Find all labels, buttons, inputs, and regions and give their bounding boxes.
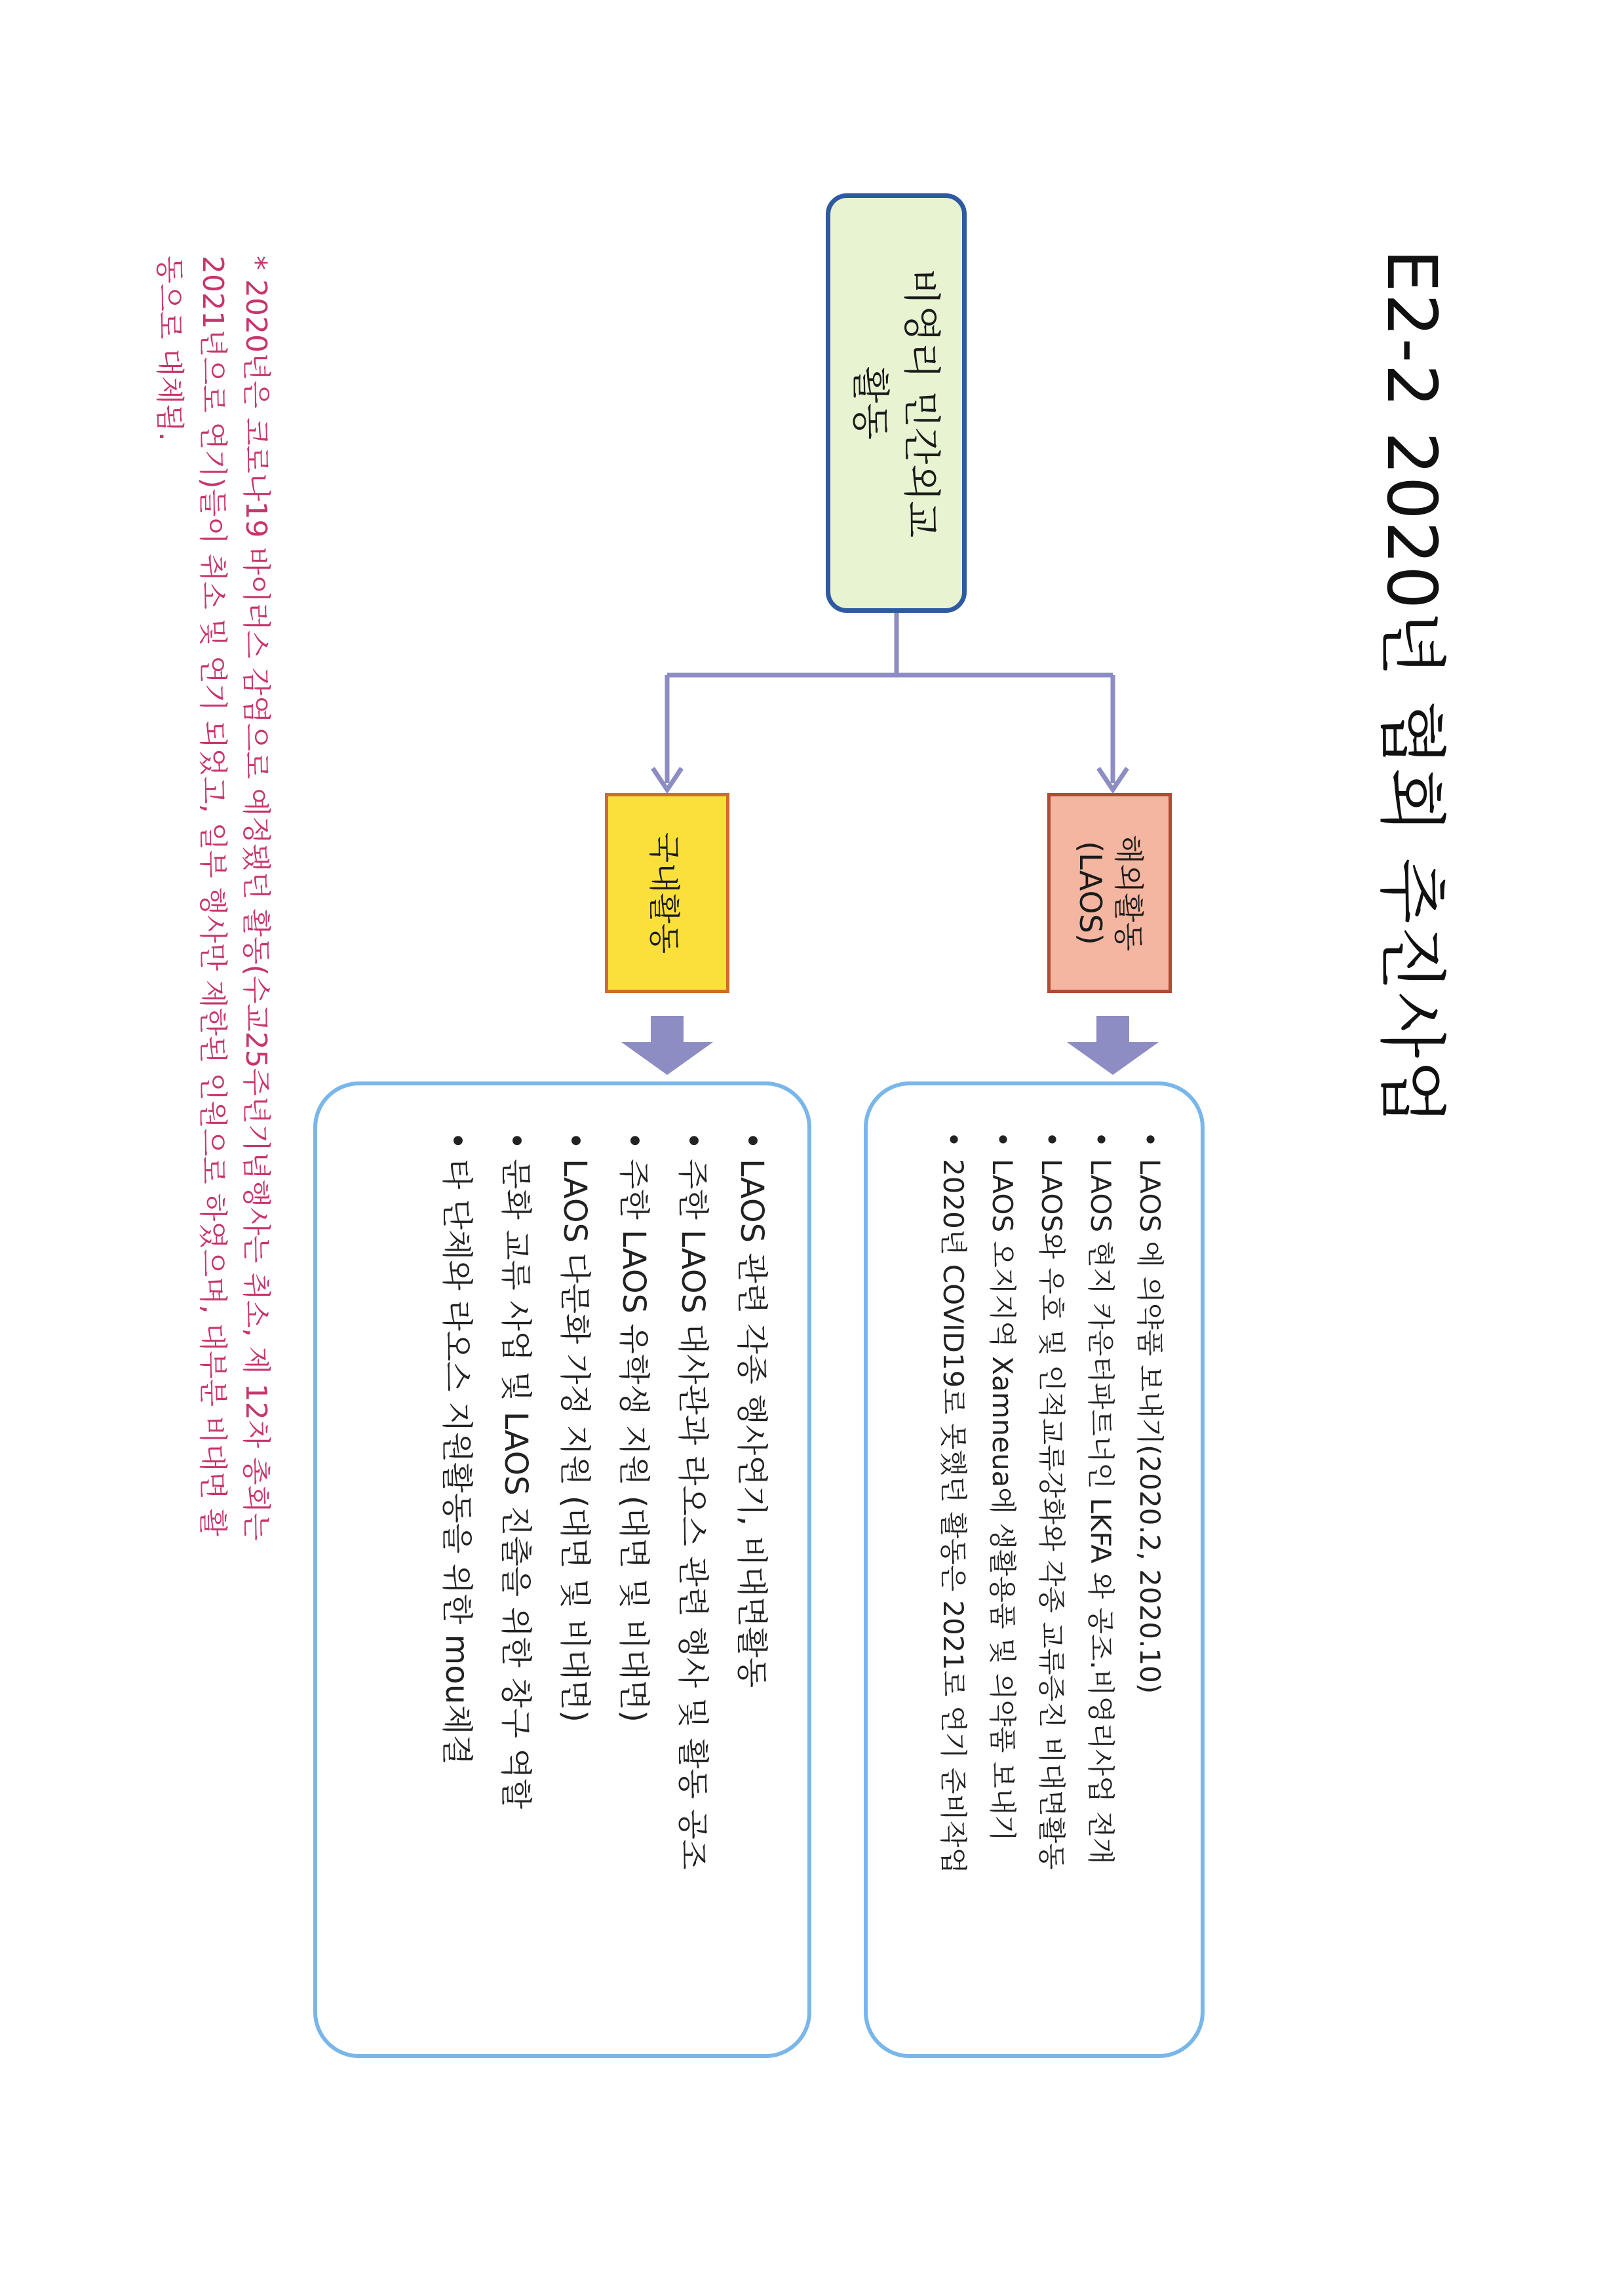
root-node-line1: 비영리 민간외교 — [899, 268, 944, 538]
domestic-activities-list — [427, 1131, 781, 2015]
overseas-activity-box — [1047, 793, 1172, 993]
list-item: • 주한 LAOS 대사관과 라오스 관련 행사 및 활동 공조 — [663, 1131, 722, 2011]
list-item: • 문화 교류 사업 및 LAOS 진출을 위한 창구 역할 — [486, 1131, 545, 2015]
root-node-line2: 활동 — [848, 366, 893, 440]
domestic-activities-panel — [313, 1081, 811, 2058]
list-item: • LAOS 현지 카운터파트너인 LKFA 와 공조.비영리사업 전개 — [1076, 1131, 1125, 2015]
footnote-line: 동으로 대체됨. — [153, 256, 186, 441]
list-item: • LAOS와 우호 및 인적교류강화와 각종 교류증진 비대면활동 — [1027, 1131, 1076, 2015]
overseas-activities-list — [929, 1131, 1174, 2015]
list-item: • 타 단체와 라오스 지원활동을 위한 mou체결 — [427, 1131, 486, 2015]
list-item: • LAOS 다문화 가정 지원 (대면 및 비대면) — [545, 1131, 604, 2015]
footnote-line: 2021년으로 연기)들이 취소 및 연기 되었고, 일부 행사만 제한된 인원으로 하였으며, 대부분 비대면 활 — [196, 256, 229, 1537]
footnote — [147, 256, 277, 2091]
block-arrow-overseas-icon — [1067, 1016, 1159, 1075]
list-item: • LAOS 오지지역 Xamneua에 생활용품 및 의약품 보내기 — [978, 1131, 1027, 2015]
page-title: E2-2 2020년 협회 추진사업 — [1372, 249, 1452, 1127]
block-arrow-domestic-icon — [621, 1016, 713, 1075]
overseas-label-line2: (LAOS) — [1073, 841, 1108, 945]
list-item: • LAOS 에 의약품 보내기(2020.2, 2020.10) — [1125, 1131, 1174, 2015]
domestic-label: 국내활동 — [646, 832, 683, 954]
list-item: • 2020년 COVID19로 못했던 활동은 2021로 연기 준비작업 — [929, 1131, 978, 2015]
footnote-line: * 2020년은 코로나19 바이러스 감염으로 예정됐던 활동(수교25주년기념행사는 취소, 제 12차 총회는 — [239, 256, 273, 1541]
root-node-box — [826, 193, 967, 613]
overseas-label-line1: 해외활동 — [1111, 834, 1146, 952]
overseas-activities-panel — [864, 1081, 1205, 2058]
domestic-activity-box — [605, 793, 729, 993]
list-item: • 주한 LAOS 유학생 지원 (대면 및 비대면) — [604, 1131, 663, 2015]
list-item: • LAOS 관련 각종 행사연기, 비대면활동 — [722, 1131, 781, 2015]
